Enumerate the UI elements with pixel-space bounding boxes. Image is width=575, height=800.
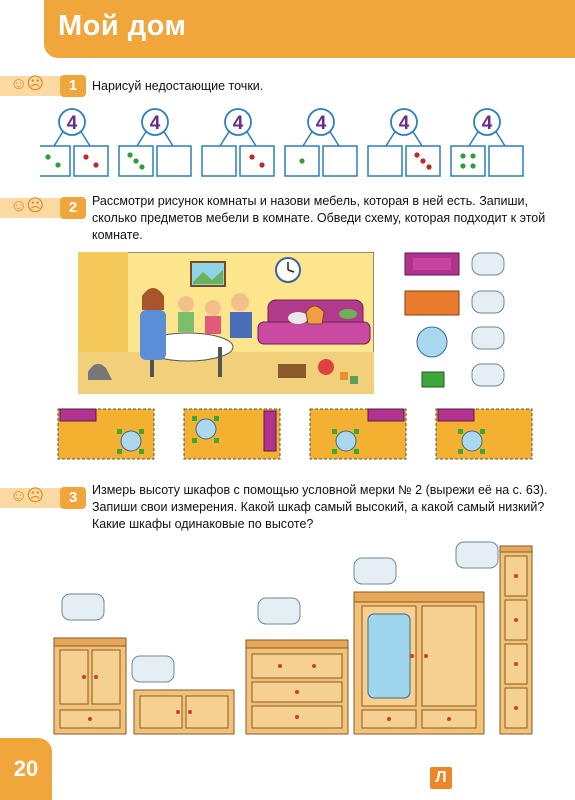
number-house [202,109,274,176]
house-number: 4 [149,113,161,134]
dot [249,154,254,159]
dot [470,153,475,158]
house-number: 4 [398,113,410,134]
dot [45,154,50,159]
dot [426,164,431,169]
house-number: 4 [481,113,493,134]
room-scheme-2 [184,409,280,459]
cabinets-figure [50,540,540,740]
cabinet-2 [134,690,234,734]
dot [133,158,138,163]
smiley-icons: ☺☹ [10,74,44,93]
smiley-icons: ☺☹ [10,486,44,505]
publisher-logo: Л [430,767,452,789]
task-3-text: Измерь высоту шкафов с помощью условной мерки № 2 (вырежи её на с. 63). Запиши свои измерения. Какой шкаф самый высокий, а какой самый низкий? Какие шкафы одинаковые по высоте? [92,483,548,531]
house-number: 4 [232,113,244,134]
room-picture [78,252,374,394]
number-house [40,109,108,176]
cabinet-1 [54,638,126,734]
number-house [119,109,191,176]
dot [299,158,304,163]
dot [460,153,465,158]
smiley-icons: ☺☹ [10,196,44,215]
room-scheme-4 [436,409,532,459]
dot [55,162,60,167]
room-scheme-1 [58,409,154,459]
cabinet-4 [354,592,484,734]
task-3-number: 3 [60,487,86,509]
task-1-number: 1 [60,75,86,97]
dot [93,162,98,167]
dot [460,163,465,168]
page-title: Мой дом [58,10,187,42]
cabinet-3 [246,640,348,734]
number-house [368,109,440,176]
number-houses-figure [40,100,560,185]
task-2-number: 2 [60,197,86,219]
room-scheme-3 [310,409,406,459]
task-1-text: Нарисуй недостающие точки. [92,79,264,93]
room-schemes [56,405,556,465]
number-house [285,109,357,176]
number-house [451,109,523,176]
dot [259,162,264,167]
dot [470,163,475,168]
page-number: 20 [0,738,52,800]
house-number: 4 [315,113,327,134]
furniture-shapes [395,245,545,395]
cabinet-5 [500,546,532,734]
dot [414,152,419,157]
dot [127,152,132,157]
dot [83,154,88,159]
dot [139,164,144,169]
task-2-text: Рассмотри рисунок комнаты и назови мебель, которая в ней есть. Запиши, сколько предметов мебели в комнате. Обведи схему, которая подходит к этой комнате. [92,194,546,242]
house-number: 4 [66,113,78,134]
dot [420,158,425,163]
